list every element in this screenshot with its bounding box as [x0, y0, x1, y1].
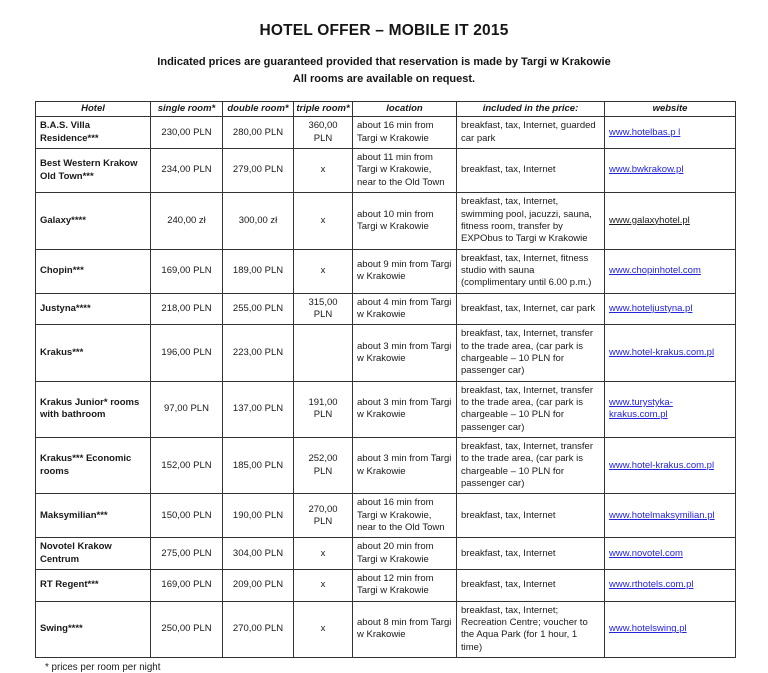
- location-cell: about 11 min from Targi w Krakowie, near to the Old Town: [353, 149, 457, 193]
- single-cell: 218,00 PLN: [151, 293, 223, 325]
- column-header: single room*: [151, 102, 223, 117]
- location-cell: about 3 min from Targi w Krakowie: [353, 325, 457, 381]
- website-link[interactable]: www.rthotels.com.pl: [609, 579, 694, 591]
- triple-cell: 315,00 PLN: [294, 293, 353, 325]
- single-cell: 169,00 PLN: [151, 570, 223, 602]
- website-link[interactable]: www.chopinhotel.com: [609, 264, 701, 276]
- triple-cell: 360,00 PLN: [294, 117, 353, 149]
- double-cell: 300,00 zł: [223, 193, 294, 249]
- subtitle-line-1: Indicated prices are guaranteed provided that reservation is made by Targi w Krakowie: [157, 56, 611, 68]
- table-row: [36, 193, 736, 249]
- website-cell: [605, 601, 736, 657]
- website-link[interactable]: www.novotel.com: [609, 547, 683, 559]
- website-cell: [605, 149, 736, 193]
- table-row: [36, 149, 736, 193]
- website-cell: [605, 249, 736, 293]
- location-cell: about 9 min from Targi w Krakowie: [353, 249, 457, 293]
- website-cell: [605, 438, 736, 494]
- double-cell: 185,00 PLN: [223, 438, 294, 494]
- hotel-offer-table: [35, 101, 736, 658]
- triple-cell: 252,00 PLN: [294, 438, 353, 494]
- column-header: triple room*: [294, 102, 353, 117]
- included-cell: breakfast, tax, Internet, fitness studio with sauna (complimentary until 6.00 p.m.): [457, 249, 605, 293]
- table-header-row: [36, 102, 736, 117]
- included-cell: breakfast, tax, Internet; Recreation Centre; voucher to the Aqua Park (for 1 hour, 1 time): [457, 601, 605, 657]
- location-cell: about 8 min from Targi w Krakowie: [353, 601, 457, 657]
- hotel-cell: Swing****: [36, 601, 151, 657]
- double-cell: 270,00 PLN: [223, 601, 294, 657]
- website-cell: [605, 381, 736, 437]
- website-cell: [605, 293, 736, 325]
- website-link[interactable]: www.hotelmaksymilian.pl: [609, 509, 715, 521]
- table-body: [36, 117, 736, 658]
- location-cell: about 3 min from Targi w Krakowie: [353, 438, 457, 494]
- table-row: [36, 249, 736, 293]
- table-row: [36, 570, 736, 602]
- table-row: [36, 293, 736, 325]
- triple-cell: x: [294, 193, 353, 249]
- hotel-cell: Krakus***: [36, 325, 151, 381]
- included-cell: breakfast, tax, Internet, transfer to the trade area, (car park is chargeable – 10 PLN for passenger car): [457, 325, 605, 381]
- double-cell: 280,00 PLN: [223, 117, 294, 149]
- website-link[interactable]: www.hotelswing.pl: [609, 623, 687, 635]
- location-cell: about 16 min from Targi w Krakowie, near to the Old Town: [353, 494, 457, 538]
- single-cell: 240,00 zł: [151, 193, 223, 249]
- triple-cell: 270,00 PLN: [294, 494, 353, 538]
- website-cell: [605, 193, 736, 249]
- website-link[interactable]: www.hoteljustyna.pl: [609, 302, 693, 314]
- hotel-cell: B.A.S. Villa Residence***: [36, 117, 151, 149]
- hotel-cell: Krakus Junior* rooms with bathroom: [36, 381, 151, 437]
- website-cell: [605, 117, 736, 149]
- website-link[interactable]: www.hotel-krakus.com.pl: [609, 459, 715, 471]
- included-cell: breakfast, tax, Internet: [457, 538, 605, 570]
- location-cell: about 12 min from Targi w Krakowie: [353, 570, 457, 602]
- single-cell: 234,00 PLN: [151, 149, 223, 193]
- single-cell: 230,00 PLN: [151, 117, 223, 149]
- hotel-cell: Galaxy****: [36, 193, 151, 249]
- subtitle-line-2: All rooms are available on request.: [292, 73, 476, 86]
- included-cell: breakfast, tax, Internet, swimming pool, jacuzzi, sauna, fitness room, transfer by EXPObus to Targi w Krakowie: [457, 193, 605, 249]
- hotel-cell: RT Regent***: [36, 570, 151, 602]
- location-cell: about 16 min from Targi w Krakowie: [353, 117, 457, 149]
- single-cell: 169,00 PLN: [151, 249, 223, 293]
- column-header: included in the price:: [457, 102, 605, 117]
- hotel-cell: Chopin***: [36, 249, 151, 293]
- hotel-cell: Krakus*** Economic rooms: [36, 438, 151, 494]
- table-row: [36, 438, 736, 494]
- included-cell: breakfast, tax, Internet, guarded car park: [457, 117, 605, 149]
- double-cell: 223,00 PLN: [223, 325, 294, 381]
- triple-cell: x: [294, 538, 353, 570]
- column-header: website: [605, 102, 736, 117]
- table-row: [36, 381, 736, 437]
- page-title: HOTEL OFFER – MOBILE IT 2015: [259, 22, 509, 39]
- triple-cell: x: [294, 570, 353, 602]
- double-cell: 255,00 PLN: [223, 293, 294, 325]
- location-cell: about 20 min from Targi w Krakowie: [353, 538, 457, 570]
- single-cell: 196,00 PLN: [151, 325, 223, 381]
- triple-cell: x: [294, 149, 353, 193]
- hotel-cell: Novotel Krakow Centrum: [36, 538, 151, 570]
- single-cell: 97,00 PLN: [151, 381, 223, 437]
- website-cell: [605, 570, 736, 602]
- included-cell: breakfast, tax, Internet, transfer to the trade area, (car park is chargeable – 10 PLN for passenger car): [457, 381, 605, 437]
- hotel-cell: Maksymilian***: [36, 494, 151, 538]
- website-cell: [605, 325, 736, 381]
- column-header: location: [353, 102, 457, 117]
- double-cell: 304,00 PLN: [223, 538, 294, 570]
- single-cell: 250,00 PLN: [151, 601, 223, 657]
- included-cell: breakfast, tax, Internet, car park: [457, 293, 605, 325]
- table-row: [36, 117, 736, 149]
- column-header: Hotel: [36, 102, 151, 117]
- column-header: double room*: [223, 102, 294, 117]
- double-cell: 209,00 PLN: [223, 570, 294, 602]
- double-cell: 189,00 PLN: [223, 249, 294, 293]
- triple-cell: x: [294, 601, 353, 657]
- location-cell: about 4 min from Targi w Krakowie: [353, 293, 457, 325]
- included-cell: breakfast, tax, Internet: [457, 570, 605, 602]
- single-cell: 150,00 PLN: [151, 494, 223, 538]
- single-cell: 275,00 PLN: [151, 538, 223, 570]
- table-row: [36, 601, 736, 657]
- website-link[interactable]: www.hotelbas.p l: [609, 126, 681, 138]
- double-cell: 137,00 PLN: [223, 381, 294, 437]
- double-cell: 279,00 PLN: [223, 149, 294, 193]
- website-cell: [605, 494, 736, 538]
- website-link[interactable]: www.hotel-krakus.com.pl: [609, 346, 715, 358]
- triple-cell: x: [294, 249, 353, 293]
- single-cell: 152,00 PLN: [151, 438, 223, 494]
- location-cell: about 3 min from Targi w Krakowie: [353, 381, 457, 437]
- hotel-cell: Justyna****: [36, 293, 151, 325]
- included-cell: breakfast, tax, Internet, transfer to the trade area, (car park is chargeable – 10 PLN for passenger car): [457, 438, 605, 494]
- triple-cell: [294, 325, 353, 381]
- table-row: [36, 494, 736, 538]
- website-link[interactable]: www.galaxyhotel.pl: [609, 214, 690, 226]
- price-footnote: * prices per room per night: [45, 662, 161, 673]
- website-link[interactable]: www.bwkrakow.pl: [609, 164, 684, 176]
- location-cell: about 10 min from Targi w Krakowie: [353, 193, 457, 249]
- included-cell: breakfast, tax, Internet: [457, 494, 605, 538]
- double-cell: 190,00 PLN: [223, 494, 294, 538]
- included-cell: breakfast, tax, Internet: [457, 149, 605, 193]
- triple-cell: 191,00 PLN: [294, 381, 353, 437]
- table-row: [36, 325, 736, 381]
- hotel-cell: Best Western Krakow Old Town***: [36, 149, 151, 193]
- website-link[interactable]: www.turystyka-krakus.com.pl: [609, 396, 673, 421]
